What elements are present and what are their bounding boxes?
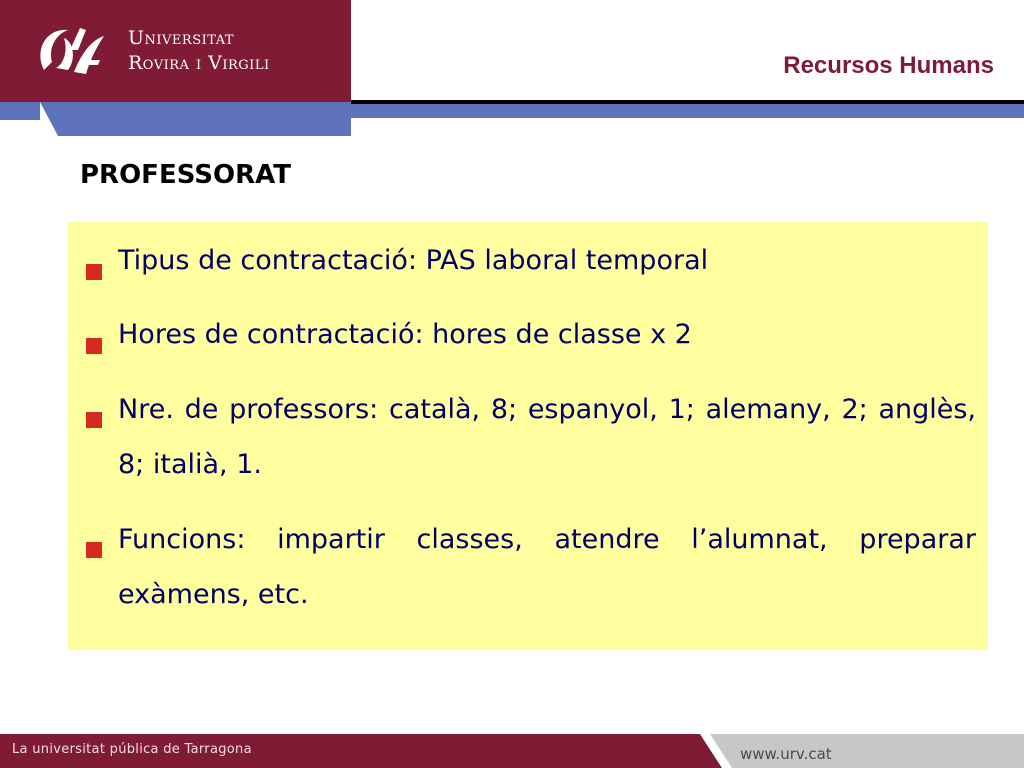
- bullet-text: Hores de contractació: hores de classe x 2: [118, 319, 692, 350]
- header-accent-tab: [40, 102, 351, 136]
- bullet-text: Funcions: impartir classes, atendre l’alumnat, preparar exàmens, etc.: [118, 524, 976, 610]
- square-bullet-icon: [86, 542, 102, 558]
- bullet-text: Nre. de professors: català, 8; espanyol, 1; alemany, 2; anglès, 8; italià, 1.: [118, 394, 976, 480]
- bullet-item: [84, 234, 976, 288]
- header-accent-band-right: [351, 104, 1024, 118]
- urv-logo-icon: [34, 20, 108, 82]
- header-brand-band: [0, 0, 351, 102]
- section-title: Recursos Humans: [783, 52, 994, 79]
- bullet-item: [84, 308, 976, 362]
- header-accent-band-left: [0, 102, 40, 120]
- content-box: [68, 222, 988, 650]
- footer-tagline: La universitat pública de Tarragona: [12, 742, 252, 757]
- bullet-item: [84, 512, 976, 622]
- footer-url[interactable]: www.urv.cat: [740, 745, 832, 763]
- square-bullet-icon: [86, 412, 102, 428]
- university-name: Universitat Rovira i Virgili: [128, 27, 270, 74]
- slide-heading: PROFESSORAT: [80, 160, 291, 190]
- bullet-text: Tipus de contractació: PAS laboral temporal: [118, 245, 709, 276]
- square-bullet-icon: [86, 338, 102, 354]
- bullet-list: [68, 222, 988, 622]
- bullet-item: [84, 382, 976, 492]
- square-bullet-icon: [86, 264, 102, 280]
